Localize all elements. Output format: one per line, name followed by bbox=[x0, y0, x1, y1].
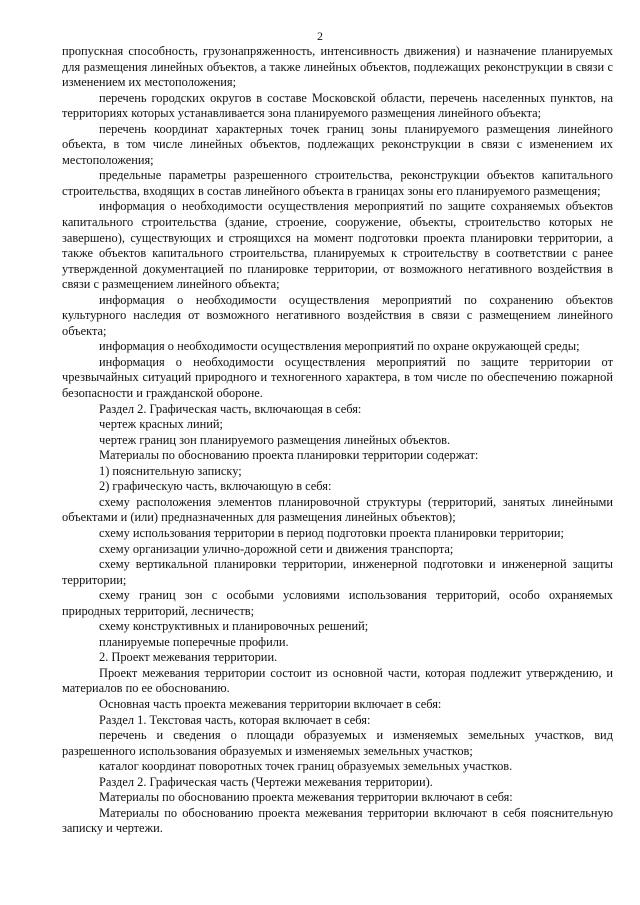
paragraph: Материалы по обоснованию проекта межевания территории включают в себя пояснительную записку и чертежи. bbox=[62, 805, 613, 836]
paragraph: схему организации улично-дорожной сети и движения транспорта; bbox=[99, 541, 454, 556]
paragraph: предельные параметры разрешенного строительства, реконструкции объектов капитального строительства, входящих в состав линейного объекта в границах зоны его планируемого размещения; bbox=[62, 168, 613, 198]
paragraph: пропускная способность, грузонапряженность, интенсивность движения) и назначение планируемых для размещения линейных объектов, а также линейных объектов, подлежащих реконструкции в связи с изменением их местоположения; bbox=[62, 44, 613, 90]
paragraph: схему границ зон с особыми условиями использования территорий, особо охраняемых природных территорий, лесничеств; bbox=[62, 588, 613, 618]
paragraph: Раздел 1. Текстовая часть, которая включает в себя: bbox=[99, 712, 371, 727]
paragraph: Материалы по обоснованию проекта межевания территории включают в себя: bbox=[99, 790, 513, 805]
paragraph: Раздел 2. Графическая часть, включающая в себя: bbox=[99, 401, 362, 416]
paragraph: схему использования территории в период подготовки проекта планировки территории; bbox=[99, 525, 564, 540]
paragraph: информация о необходимости осуществления мероприятий по сохранению объектов культурного наследия от возможного негативного воздействия в связи с размещением линейного объекта; bbox=[62, 292, 613, 338]
paragraph: перечень городских округов в составе Московской области, перечень населенных пунктов, на территориях которых устанавливается зона планируемого размещения линейного объекта; bbox=[62, 90, 613, 121]
paragraph: Основная часть проекта межевания территории включает в себя: bbox=[99, 696, 442, 711]
paragraph: Раздел 2. Графическая часть (Чертежи межевания территории). bbox=[99, 774, 433, 789]
paragraph: перечень координат характерных точек границ зоны планируемого размещения линейного объекта, в том числе линейных объектов, подлежащих реконструкции в связи с изменением их местоположения; bbox=[62, 121, 613, 167]
paragraph: каталог координат поворотных точек границ образуемых земельных участков. bbox=[99, 759, 513, 774]
paragraph: планируемые поперечные профили. bbox=[99, 634, 289, 649]
paragraph: схему вертикальной планировки территории, инженерной подготовки и инженерной защиты территории; bbox=[62, 557, 613, 587]
paragraph: информация о необходимости осуществления мероприятий по охране окружающей среды; bbox=[99, 339, 580, 354]
paragraph: схему расположения элементов планировочной структуры (территорий, занятых линейными объектами и (или) предназначенных для размещения линейных объектов); bbox=[62, 494, 613, 525]
paragraph: Материалы по обоснованию проекта планировки территории содержат: bbox=[99, 448, 479, 463]
paragraph: информация о необходимости осуществления мероприятий по защите сохраняемых объектов капитального строительства (здание, строение, сооружение, объекты, строительство которых не завершено), существующих и строящихся на момент подготовки проекта планировки территории, а также объектов капитального строительства, планируемых к строительству в соответствии с ранее утвержденной документацией по планировке территории, от возможного негативного воздействия в связи с размещением линейного объекта; bbox=[62, 199, 613, 292]
paragraph: схему конструктивных и планировочных решений; bbox=[99, 619, 369, 634]
paragraph: чертеж границ зон планируемого размещения линейных объектов. bbox=[99, 432, 451, 447]
paragraph: информация о необходимости осуществления мероприятий по защите территории от чрезвычайных ситуаций природного и техногенного характера, в том числе по обеспечению пожарной безопасности и гражданской обороне. bbox=[62, 354, 613, 401]
paragraph: 2) графическую часть, включающую в себя: bbox=[99, 479, 332, 494]
paragraph: чертеж красных линий; bbox=[99, 417, 223, 432]
paragraph: 1) пояснительную записку; bbox=[99, 463, 242, 478]
paragraph: перечень и сведения о площади образуемых и изменяемых земельных участков, вид разрешенного использования образуемых и изменяемых земельных участков; bbox=[62, 728, 613, 758]
page-number: 2 bbox=[317, 29, 323, 43]
document-body bbox=[62, 44, 613, 837]
paragraph: Проект межевания территории состоит из основной части, которая подлежит утверждению, и материалов по ее обоснованию. bbox=[62, 665, 613, 696]
paragraph: 2. Проект межевания территории. bbox=[99, 650, 278, 665]
